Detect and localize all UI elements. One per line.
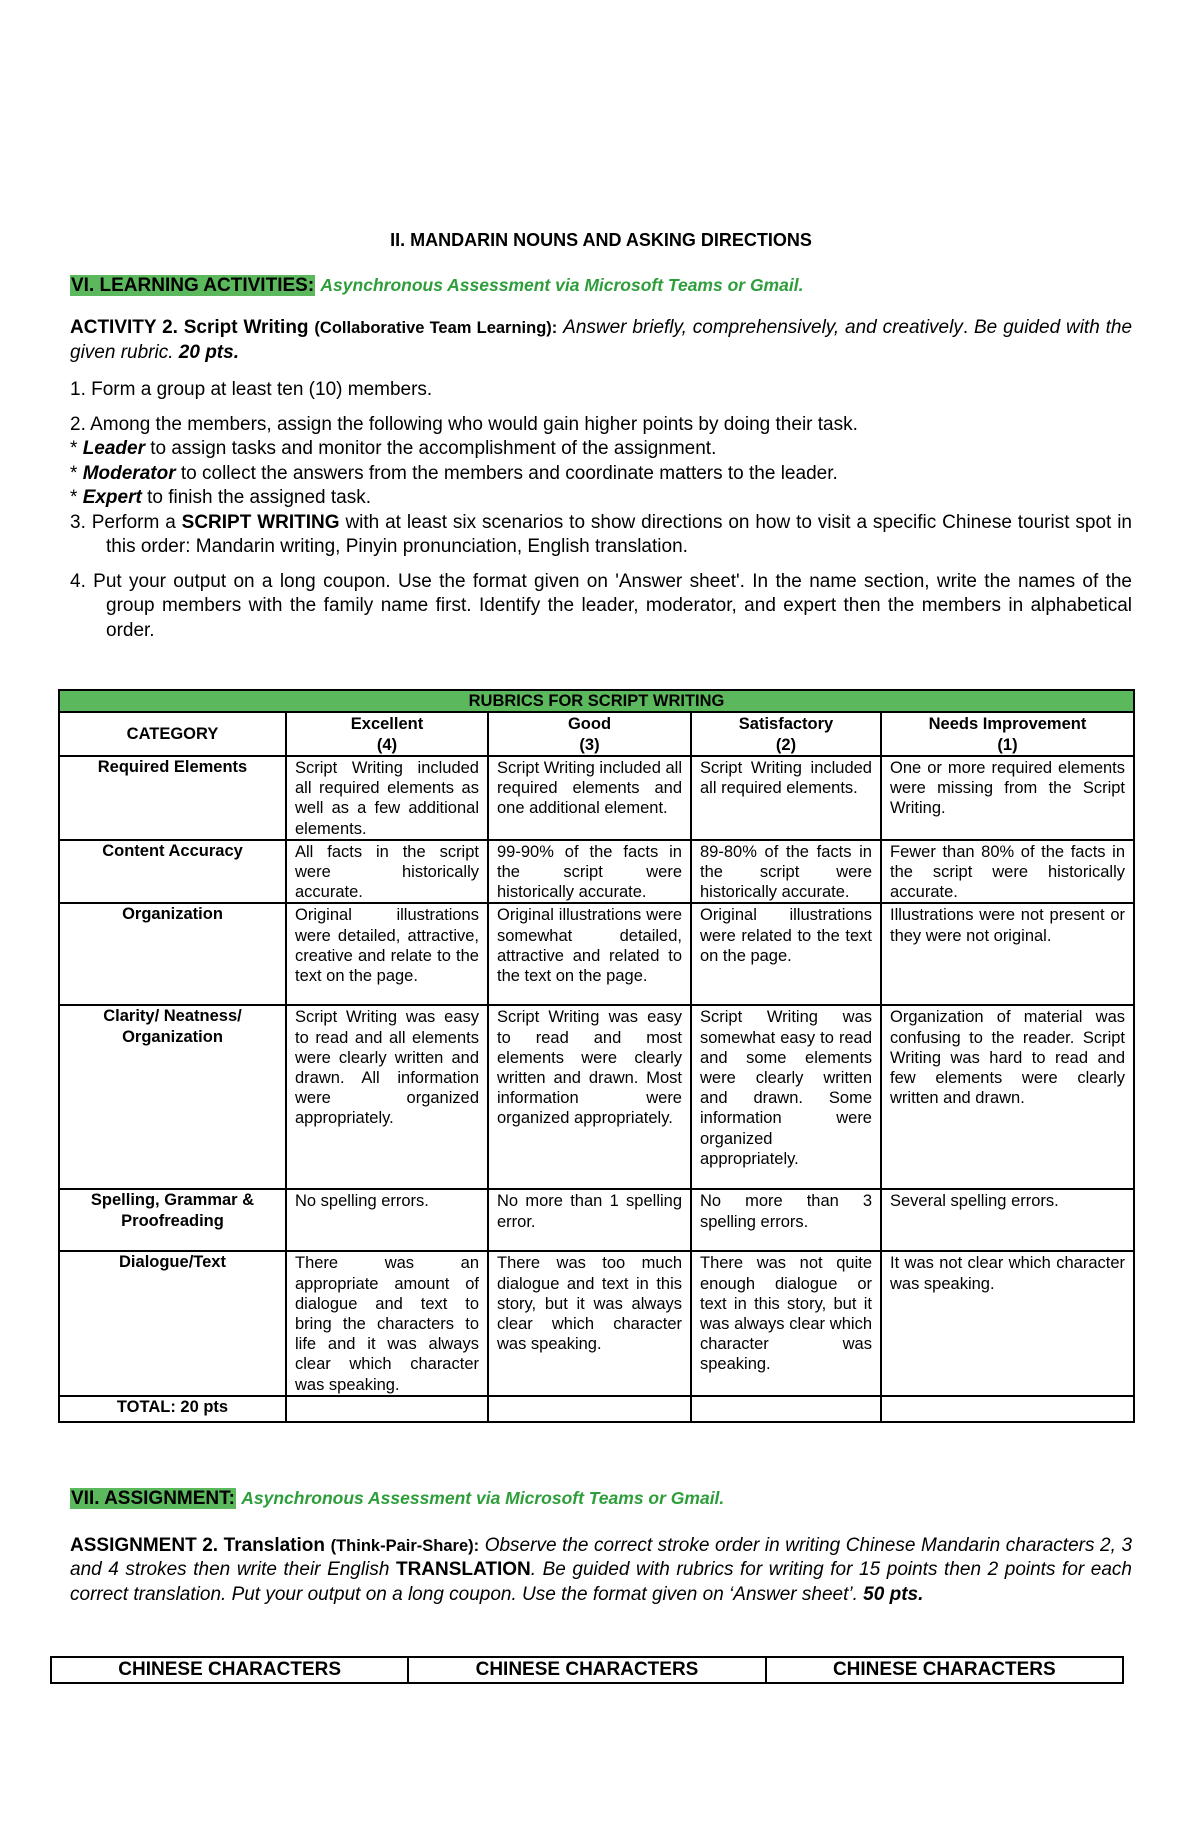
rubric-cell: 89-80% of the facts in the script were historically accurate.	[691, 840, 881, 904]
activity-kicker: ACTIVITY 2. Script Writing	[70, 317, 309, 338]
level-header	[488, 712, 691, 756]
rubric-cell: Script Writing was easy to read and all elements were clearly written and drawn. All information were organized appropriately.	[286, 1005, 488, 1189]
level-header	[691, 712, 881, 756]
rubric-cell: Script Writing included all required elements as well as a few additional elements.	[286, 756, 488, 840]
rubric-cell: Original illustrations were detailed, attractive, creative and relate to the text on the page.	[286, 903, 488, 1005]
learning-activities-heading	[70, 273, 1132, 299]
chinese-characters-table	[50, 1656, 1124, 1684]
assignment-instructions	[70, 1534, 1132, 1608]
rubric-cell: There was too much dialogue and text in this story, but it was always clear which character was speaking.	[488, 1251, 691, 1395]
characters-header-row	[51, 1657, 1123, 1683]
rubric-header-row	[59, 712, 1134, 756]
rubric-category: Required Elements	[59, 756, 286, 840]
assignment-points: 50 pts.	[863, 1583, 924, 1605]
rubric-category: Content Accuracy	[59, 840, 286, 904]
rubric-row	[59, 903, 1134, 1005]
role-text: to collect the answers from the members and coordinate matters to the leader.	[180, 462, 838, 484]
assignment-text-c: . Be guided with rubrics for writing for 15 points then 2 points for each correct translation. Put your output on a long coupon. Use the format given on ‘Answer sheet’.	[70, 1559, 1132, 1605]
step-1: 1. Form a group at least ten (10) members.	[70, 379, 433, 400]
rubric-cell: Script Writing included all required elements and one additional element.	[488, 756, 691, 840]
rubric-cell: No more than 1 spelling error.	[488, 1189, 691, 1251]
characters-header: CHINESE CHARACTERS	[408, 1657, 765, 1683]
rubric-cell: Fewer than 80% of the facts in the script were historically accurate.	[881, 840, 1134, 904]
level-name: Needs Improvement	[928, 715, 1087, 734]
step-3	[70, 511, 1132, 560]
role-name: Moderator	[82, 462, 176, 484]
rubric-category: Dialogue/Text	[59, 1251, 286, 1395]
rubric-cell: It was not clear which character was speaking.	[881, 1251, 1134, 1395]
rubric-total-cell	[488, 1396, 691, 1422]
rubric-category: Organization	[59, 903, 286, 1005]
rubric-total-row	[59, 1396, 1134, 1422]
step-3-c: with at least six scenarios to show directions on how to visit a specific Chinese tourist spot in this order: Mandarin writing, Pinyin pronunciation, English translation.	[106, 511, 1132, 557]
step-2: 2. Among the members, assign the following who would gain higher points by doing their task.	[70, 413, 858, 435]
rubric-total: TOTAL: 20 pts	[59, 1396, 286, 1422]
role-name: Leader	[82, 438, 145, 459]
rubric-cell: Original illustrations were related to the text on the page.	[691, 903, 881, 1005]
assignment-label: VII. ASSIGNMENT:	[71, 1488, 235, 1509]
rubric-row	[59, 1251, 1134, 1395]
activity-section	[70, 228, 1132, 643]
role-leader: * Leader to assign tasks and monitor the accomplishment of the assignment.	[70, 438, 717, 459]
rubric-cell: No more than 3 spelling errors.	[691, 1189, 881, 1251]
rubric-cell: There was an appropriate amount of dialogue and text to bring the characters to life and it was always clear which character was speaking.	[286, 1251, 488, 1395]
level-score: (3)	[579, 735, 600, 754]
level-score: (2)	[775, 735, 797, 754]
rubric-cell: All facts in the script were historically accurate.	[286, 840, 488, 904]
rubric-cell: Script Writing was easy to read and most elements were clearly written and drawn. Most information were organized appropriately.	[488, 1005, 691, 1189]
category-header: CATEGORY	[59, 712, 286, 756]
assignment-text-b: TRANSLATION	[395, 1559, 531, 1580]
assignment-note: Asynchronous Assessment via Microsoft Teams or Gmail.	[241, 1488, 725, 1508]
role-expert: * Expert to finish the assigned task.	[70, 487, 372, 508]
activity-instruction-a: Answer briefly, comprehensively, and creatively	[563, 317, 963, 338]
rubric-total-cell	[691, 1396, 881, 1422]
level-name: Excellent	[350, 715, 424, 734]
rubric-banner: RUBRICS FOR SCRIPT WRITING	[59, 690, 1134, 712]
assignment-kicker: ASSIGNMENT 2. Translation	[70, 1534, 326, 1556]
rubric-cell: There was not quite enough dialogue or text in this story, but it was always clear which character was speaking.	[691, 1251, 881, 1395]
characters-header: CHINESE CHARACTERS	[766, 1657, 1123, 1683]
rubric-cell: Original illustrations were somewhat detailed, attractive and related to the text on the page.	[488, 903, 691, 1005]
rubric-cell: Illustrations were not present or they were not original.	[881, 903, 1134, 1005]
learning-activities-note: Asynchronous Assessment via Microsoft Teams or Gmail.	[320, 274, 804, 295]
rubric-row	[59, 1005, 1134, 1189]
activity-points: 20 pts.	[178, 341, 239, 363]
rubric-cell: No spelling errors.	[286, 1189, 488, 1251]
level-header	[286, 712, 488, 756]
rubric-row	[59, 1189, 1134, 1251]
level-name: Satisfactory	[738, 715, 834, 734]
assignment-heading	[70, 1486, 1132, 1512]
rubric-cell: Script Writing was somewhat easy to read and some elements were clearly written and drawn. Some information were organized appropriately.	[691, 1005, 881, 1189]
rubric-cell: 99-90% of the facts in the script were historically accurate.	[488, 840, 691, 904]
step-3-a: 3. Perform a	[70, 511, 176, 533]
assignment-section	[70, 1486, 1132, 1607]
role-text: to finish the assigned task.	[147, 487, 372, 508]
page-title: II. MANDARIN NOUNS AND ASKING DIRECTIONS	[390, 230, 812, 250]
level-score: (1)	[997, 735, 1018, 754]
activity-instruction-b: Be guided with the given rubric.	[70, 317, 1133, 363]
rubric-category: Clarity/ Neatness/ Organization	[59, 1005, 286, 1189]
rubric-row	[59, 756, 1134, 840]
rubric-row	[59, 840, 1134, 904]
level-score: (4)	[376, 735, 398, 754]
rubric-total-cell	[881, 1396, 1134, 1422]
role-name: Expert	[82, 487, 142, 508]
step-3-b: SCRIPT WRITING	[181, 511, 340, 533]
level-header	[881, 712, 1134, 756]
level-name: Good	[567, 715, 612, 734]
role-text: to assign tasks and monitor the accomplishment of the assignment.	[150, 438, 717, 459]
step-4: 4. Put your output on a long coupon. Use the format given on 'Answer sheet'. In the name section, write the names of the group members with the family name first. Identify the leader, moderator, and expert then the members in alphabetical order.	[70, 570, 1132, 641]
rubric-cell: Organization of material was confusing to the reader. Script Writing was hard to read and few elements were clearly written and drawn.	[881, 1005, 1134, 1189]
activity-mode: (Collaborative Team Learning):	[314, 319, 558, 337]
assignment-mode: (Think-Pair-Share):	[330, 1536, 480, 1555]
role-moderator: * Moderator to collect the answers from the members and coordinate matters to the leader.	[70, 462, 838, 484]
rubric-cell: One or more required elements were missing from the Script Writing.	[881, 756, 1134, 840]
assignment-text-a: Observe the correct stroke order in writing Chinese Mandarin characters 2, 3 and 4 strokes then write their English	[70, 1534, 1133, 1580]
rubric-table	[58, 689, 1135, 1423]
characters-header: CHINESE CHARACTERS	[51, 1657, 408, 1683]
rubric-category: Spelling, Grammar & Proofreading	[59, 1189, 286, 1251]
learning-activities-label: VI. LEARNING ACTIVITIES:	[71, 274, 315, 296]
rubric-cell: Several spelling errors.	[881, 1189, 1134, 1251]
activity-instructions: ACTIVITY 2. Script Writing (Collaborative Team Learning): Answer briefly, comprehensively, and creatively. Be guided with the given rubric. 20 pts.	[70, 317, 1133, 363]
rubric-banner-row	[59, 690, 1134, 712]
rubric-total-cell	[286, 1396, 488, 1422]
rubric-cell: Script Writing included all required elements.	[691, 756, 881, 840]
